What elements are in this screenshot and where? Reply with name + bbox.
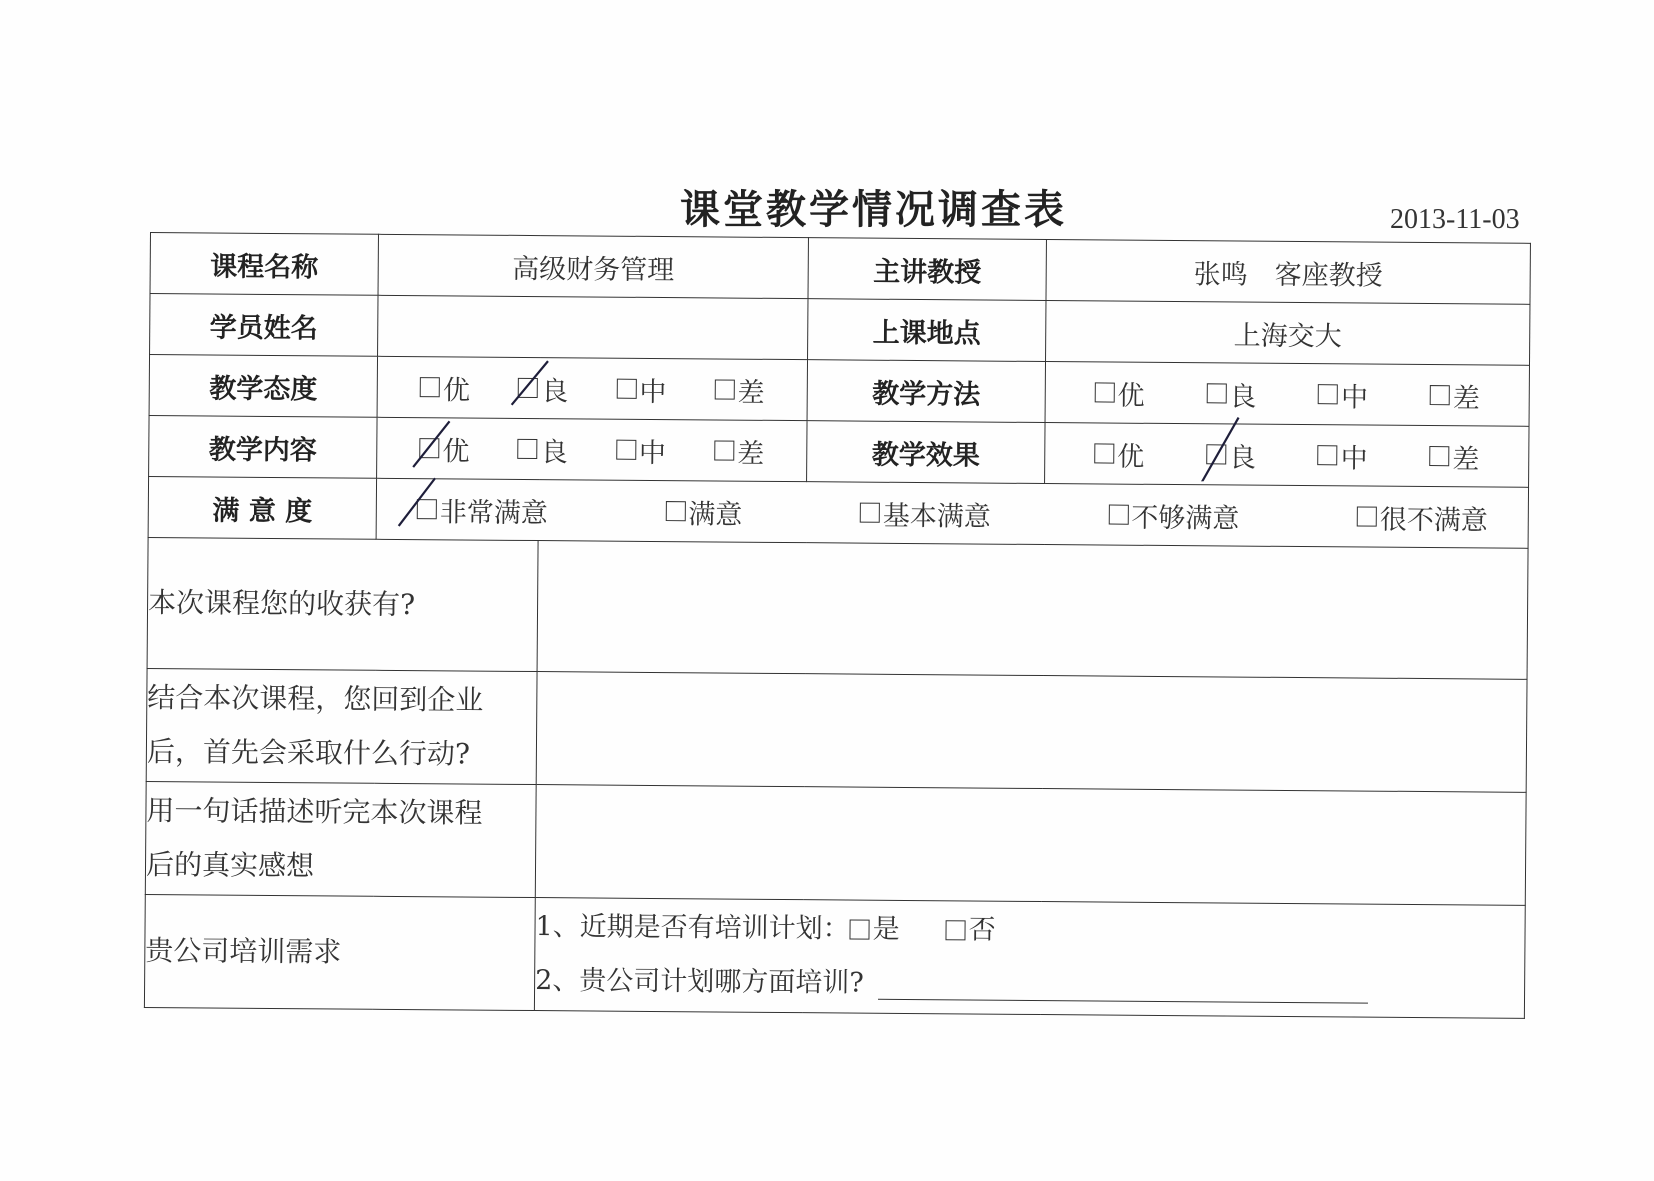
question-feelings-line-1: 用一句话描述听完本次课程 [146,793,483,830]
method-option-excellent[interactable]: 优 [1094,373,1144,412]
checkbox[interactable] [1206,383,1226,403]
effect-option-fair[interactable]: 中 [1318,436,1368,475]
row-content [149,415,1529,487]
method-option-fair[interactable]: 中 [1318,375,1368,414]
content-label: 教学内容 [149,415,377,478]
row-attitude [149,355,1529,427]
answer-feelings-field[interactable] [535,785,1526,906]
content-options-cell [377,417,807,481]
checkbox[interactable] [1206,444,1226,464]
checkbox[interactable] [714,440,734,460]
checkbox[interactable] [419,438,439,458]
training-plan-no[interactable]: 否 [946,903,996,957]
training-plan-line [535,900,1524,962]
satisfaction-label: 满 意 度 [148,476,376,539]
checkbox[interactable] [1094,443,1114,463]
checkbox[interactable] [665,501,685,521]
checkbox[interactable] [1095,382,1115,402]
course-name-value[interactable]: 高级财务管理 [378,234,808,298]
training-plan-yes[interactable]: 是 [850,903,900,957]
checkbox[interactable] [1108,505,1128,525]
question-actions-line-2: 后，首先会采取什么行动? [146,734,471,771]
form-date: 2013-11-03 [1390,204,1520,235]
answer-actions-field[interactable] [536,672,1527,793]
location-value[interactable]: 上海交大 [1046,301,1530,366]
row-question-actions [146,668,1527,792]
satisfaction-option-very-unsatisfied[interactable]: 很不满意 [1357,497,1488,537]
question-feelings-line-2: 后的真实感想 [145,847,315,883]
checkbox[interactable] [1357,506,1377,526]
satisfaction-option-not-satisfied-enough[interactable]: 不够满意 [1108,495,1239,535]
checkbox[interactable] [518,439,538,459]
method-options-cell [1045,362,1529,427]
answer-gains-field[interactable] [537,541,1528,680]
lecturer-value[interactable]: 张鸣 客座教授 [1046,240,1530,305]
effect-option-good[interactable]: 良 [1206,435,1256,474]
checkbox[interactable] [420,377,440,397]
row-training-needs [144,894,1525,1018]
content-option-fair[interactable]: 中 [616,430,666,469]
training-area-line [535,954,1524,1016]
satisfaction-option-very-satisfied[interactable]: 非常满意 [417,490,548,530]
row-student [150,294,1530,366]
attitude-label: 教学态度 [149,355,377,418]
checkbox[interactable] [715,379,735,399]
row-satisfaction [148,476,1528,548]
checkbox[interactable] [946,920,966,940]
effect-option-excellent[interactable]: 优 [1094,434,1144,473]
question-feelings-label [145,781,536,897]
content-option-good[interactable]: 良 [518,429,568,468]
survey-table [144,232,1531,1019]
training-needs-label: 贵公司培训需求 [144,894,535,1010]
row-course [150,233,1530,305]
question-gains-label: 本次课程您的收获有? [147,537,538,671]
lecturer-label: 主讲教授 [808,238,1046,301]
checkbox[interactable] [860,503,880,523]
attitude-options-cell [377,356,807,420]
attitude-option-good[interactable]: 良 [518,368,568,407]
checkbox[interactable] [850,920,870,940]
method-label: 教学方法 [807,360,1045,423]
method-option-poor[interactable]: 差 [1430,376,1480,415]
attitude-option-excellent[interactable]: 优 [420,368,470,407]
satisfaction-options-cell [376,478,1528,548]
question-actions-label [146,668,537,784]
course-name-label: 课程名称 [150,233,378,296]
survey-form [144,232,1530,1019]
effect-option-poor[interactable]: 差 [1429,437,1479,476]
checkbox[interactable] [616,440,636,460]
checkbox[interactable] [417,499,437,519]
attitude-option-fair[interactable]: 中 [616,369,666,408]
student-name-label: 学员姓名 [150,294,378,357]
checkbox[interactable] [1318,384,1338,404]
method-option-good[interactable]: 良 [1206,374,1256,413]
location-label: 上课地点 [808,299,1046,362]
checkbox[interactable] [518,378,538,398]
training-area-question: 2、贵公司计划哪方面培训? [535,965,864,999]
effect-options-cell [1045,423,1529,488]
effect-label: 教学效果 [807,421,1045,484]
content-option-excellent[interactable]: 优 [419,429,469,468]
form-title: 课堂教学情况调查表 [680,187,1067,233]
student-name-value[interactable] [378,295,808,359]
checkbox[interactable] [616,379,636,399]
training-needs-cell [534,898,1525,1019]
training-plan-question: 1、近期是否有培训计划： [535,911,850,945]
checkbox[interactable] [1430,385,1450,405]
satisfaction-option-basically-satisfied[interactable]: 基本满意 [860,493,991,533]
question-actions-line-1: 结合本次课程，您回到企业 [147,680,484,717]
attitude-option-poor[interactable]: 差 [715,370,765,409]
row-question-feelings [145,781,1526,905]
content-option-poor[interactable]: 差 [714,431,764,470]
training-area-blank[interactable] [878,968,1368,1003]
checkbox[interactable] [1429,446,1449,466]
checkbox[interactable] [1318,445,1338,465]
row-question-gains [147,537,1528,679]
satisfaction-option-satisfied[interactable]: 满意 [665,492,742,532]
